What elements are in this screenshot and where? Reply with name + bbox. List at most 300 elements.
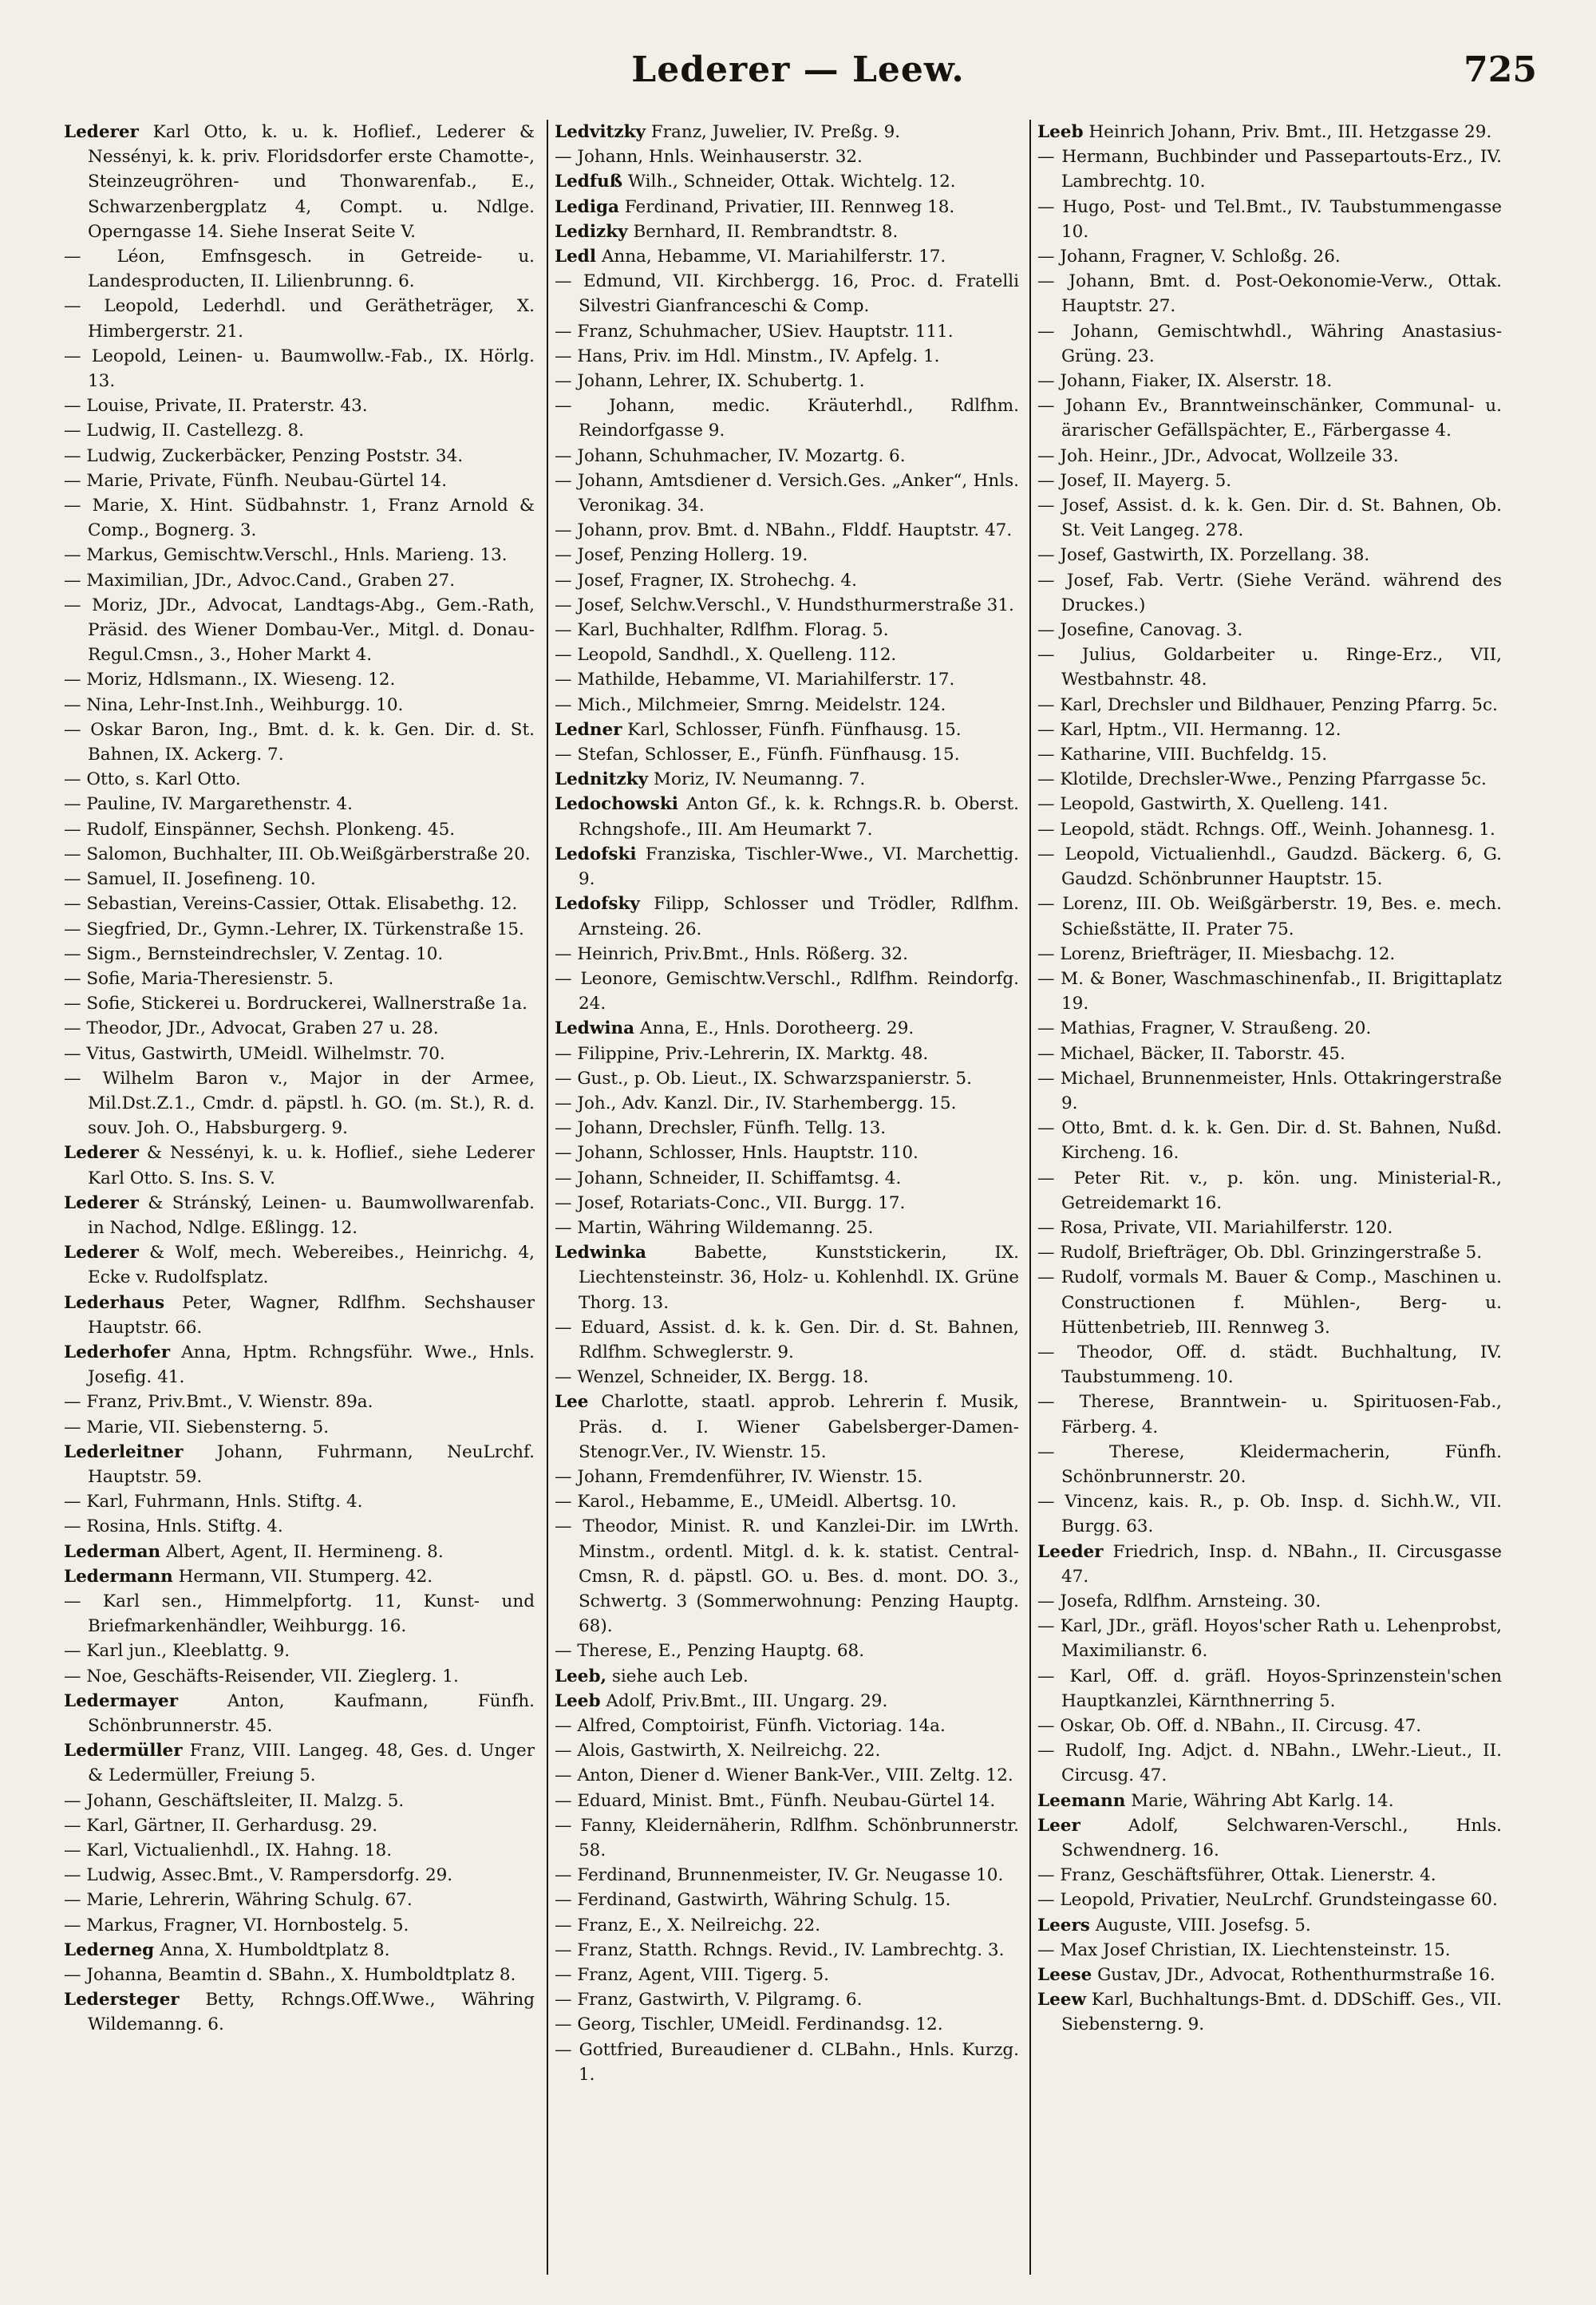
directory-entry (64, 1963, 535, 1987)
entry-text: — Wenzel, Schneider, IX. Bergg. 18. (555, 1367, 869, 1388)
directory-entry (555, 1913, 1019, 1938)
directory-entry (1037, 892, 1502, 941)
directory-entry (64, 1738, 535, 1788)
entry-text: — Karl sen., Himmelpfortg. 11, Kunst- und Briefmarkenhändler, Weihburgg. 16. (64, 1591, 535, 1637)
entry-text: — Rudolf, Einspänner, Sechsh. Plonkeng. 45. (64, 819, 456, 840)
directory-entry (64, 1016, 535, 1041)
directory-entry (1037, 618, 1502, 642)
entry-text: Anton Gf., k. k. Rchngs.R. b. Oberst. Rchngshofe., III. Am Heumarkt 7. (579, 794, 1019, 840)
entry-text: — Johann, Fragner, V. Schloßg. 26. (1037, 247, 1341, 267)
directory-entry (555, 1240, 1019, 1315)
entry-text: Auguste, VIII. Josefsg. 5. (1089, 1915, 1311, 1935)
entry-surname: Lediga (555, 196, 619, 217)
entry-text: — Leopold, Sandhdl., X. Quelleng. 112. (555, 645, 897, 666)
directory-entry (64, 1415, 535, 1440)
directory-entry (555, 892, 1019, 941)
entry-text: Karl, Schlosser, Fünfh. Fünfhausg. 15. (622, 719, 962, 740)
entry-text: — Mathias, Fragner, V. Straußeng. 20. (1037, 1018, 1372, 1039)
directory-entry (64, 667, 535, 692)
directory-entry (64, 543, 535, 567)
entry-surname: Leew (1037, 1990, 1086, 2010)
directory-entry (555, 1166, 1019, 1191)
directory-entry (555, 120, 1019, 144)
directory-entry (555, 1465, 1019, 1489)
entry-text: — Joh. Heinr., JDr., Advocat, Wollzeile 33. (1037, 445, 1399, 466)
entry-surname: Ledermüller (64, 1741, 183, 1761)
entry-text: — Lorenz, Briefträger, II. Miesbachg. 12. (1037, 943, 1396, 964)
entry-text: — Josefine, Canovag. 3. (1037, 620, 1243, 641)
entry-surname: Lee (555, 1392, 589, 1413)
entry-text: — Josef, Selchw.Verschl., V. Hundsthurmerstraße 31. (555, 595, 1014, 615)
directory-entry (64, 120, 535, 244)
entry-text: & Nessényi, k. u. k. Hoflief., siehe Lederer Karl Otto. S. Ins. S. V. (88, 1143, 535, 1188)
directory-entry (555, 1141, 1019, 1165)
directory-entry (555, 642, 1019, 667)
column-right (1029, 120, 1502, 2275)
entry-text: — Rudolf, Ing. Adjct. d. NBahn., LWehr.-Lieut., II. Circusg. 47. (1037, 1741, 1502, 1786)
entry-text: — Leopold, Victualienhdl., Gaudzd. Bäckerg. 6, G. Gaudzd. Schönbrunner Hauptstr. 15. (1037, 844, 1502, 890)
directory-entry (1037, 767, 1502, 792)
entry-text: — Siegfried, Dr., Gymn.-Lehrer, IX. Türkenstraße 15. (64, 919, 524, 939)
directory-entry (1037, 493, 1502, 543)
entry-text: — Hermann, Buchbinder und Passepartouts-Erz., IV. Lambrechtg. 10. (1037, 147, 1502, 192)
directory-entry (1037, 842, 1502, 892)
entry-text: Betty, Rchngs.Off.Wwe., Währing Wildemanng. 6. (88, 1990, 535, 2035)
entry-text: Babette, Kunststickerin, IX. Liechtensteinstr. 36, Holz- u. Kohlenhdl. IX. Grüne Thorg. 13. (579, 1243, 1019, 1313)
entry-surname: Leeb, (555, 1666, 606, 1686)
entry-surname: Lederneg (64, 1939, 155, 1960)
directory-entry (64, 967, 535, 991)
entry-text: — Sofie, Maria-Theresienstr. 5. (64, 968, 334, 989)
directory-entry (64, 1589, 535, 1639)
entry-text: — Josef, Gastwirth, IX. Porzellang. 38. (1037, 545, 1370, 566)
directory-entry (555, 1116, 1019, 1141)
directory-entry (64, 1291, 535, 1340)
directory-entry (64, 1340, 535, 1390)
entry-text: — Marie, VII. Siebensterng. 5. (64, 1417, 330, 1437)
entry-text: — Rudolf, vormals M. Bauer & Comp., Maschinen u. Constructionen f. Mühlen-, Berg- u. Hüttenbetrieb, III. Rennweg 3. (1037, 1267, 1502, 1338)
directory-entry (1037, 444, 1502, 469)
directory-entry (64, 1141, 535, 1190)
directory-entry (555, 169, 1019, 194)
directory-entry (64, 917, 535, 942)
entry-text: — Johann, Schlosser, Hnls. Hauptstr. 110. (555, 1143, 918, 1164)
directory-entry (64, 1240, 535, 1290)
directory-entry (555, 618, 1019, 642)
directory-entry (1037, 792, 1502, 816)
entry-text: — Johann, Fiaker, IX. Alserstr. 18. (1037, 371, 1333, 392)
entry-text: — Hans, Priv. im Hdl. Minstm., IV. Apfelg. 1. (555, 346, 940, 366)
entry-text: — Ludwig, Zuckerbäcker, Penzing Poststr. 34. (64, 445, 464, 466)
entry-text: Adolf, Priv.Bmt., III. Ungarg. 29. (600, 1690, 888, 1711)
entry-text: Peter, Wagner, Rdlfhm. Sechshauser Hauptstr. 66. (88, 1292, 535, 1338)
entry-text: — Johann, prov. Bmt. d. NBahn., Flddf. Hauptstr. 47. (555, 520, 1013, 541)
directory-entry (555, 792, 1019, 841)
directory-entry (555, 1216, 1019, 1240)
entry-text: — Josef, Rotariats-Conc., VII. Burgg. 17. (555, 1192, 906, 1213)
directory-entry (64, 1838, 535, 1863)
entry-surname: Lederer (64, 1243, 139, 1263)
entry-surname: Ledofsky (555, 894, 640, 915)
entry-surname: Lederhaus (64, 1292, 165, 1313)
entry-text: — Therese, E., Penzing Hauptg. 68. (555, 1641, 865, 1662)
directory-entry (555, 2038, 1019, 2087)
entry-text: — Salomon, Buchhalter, III. Ob.Weißgärberstraße 20. (64, 844, 531, 864)
entry-text: — Johann, Hnls. Weinhauserstr. 32. (555, 147, 863, 168)
directory-entry (64, 693, 535, 718)
directory-entry (555, 1639, 1019, 1663)
directory-entry (1037, 1789, 1502, 1813)
entry-text: — Alois, Gastwirth, X. Neilreichg. 22. (555, 1741, 881, 1761)
directory-entry (64, 1042, 535, 1066)
directory-entry (1037, 1116, 1502, 1165)
directory-entry (1037, 1938, 1502, 1963)
directory-entry (64, 792, 535, 816)
entry-text: — Rosa, Private, VII. Mariahilferstr. 120. (1037, 1217, 1393, 1238)
directory-entry (64, 1489, 535, 1514)
directory-entry (64, 1191, 535, 1240)
entry-surname: Ledersteger (64, 1990, 180, 2010)
directory-entry (1037, 568, 1502, 618)
entry-text: Karl Otto, k. u. k. Hoflief., Lederer & Nessényi, k. k. priv. Floridsdorfer erste Chamotte-, Steinzeugröhren- und Thonwarenfab., E., Schwarzenbergplatz 4, Compt. u. Ndlge. Operngasse 14. Siehe Inserat Seite V. (88, 122, 535, 242)
entry-text: — Johann, Bmt. d. Post-Oekonomie-Verw., Ottak. Hauptstr. 27. (1037, 271, 1502, 317)
entry-text: — Marie, Private, Fünfh. Neubau-Gürtel 14. (64, 470, 448, 491)
entry-text: — Mathilde, Hebamme, VI. Mariahilferstr. 17. (555, 670, 955, 690)
directory-entry (64, 1987, 535, 2037)
entry-text: — Edmund, VII. Kirchbergg. 16, Proc. d. Fratelli Silvestri Gianfranceschi & Comp. (555, 271, 1019, 317)
entry-text: — Martin, Währing Wildemanng. 25. (555, 1217, 874, 1238)
entry-text: — Pauline, IV. Margarethenstr. 4. (64, 794, 353, 815)
directory-entry (555, 518, 1019, 543)
entry-text: & Wolf, mech. Webereibes., Heinrichg. 4, Ecke v. Rudolfsplatz. (88, 1243, 535, 1288)
entry-text: — Otto, Bmt. d. k. k. Gen. Dir. d. St. Bahnen, Nußd. Kircheng. 16. (1037, 1118, 1502, 1164)
entry-text: — Léon, Emfnsgesch. in Getreide- u. Landesproducten, II. Lilienbrunng. 6. (64, 247, 535, 292)
entry-text: — Markus, Gemischtw.Verschl., Hnls. Marieng. 13. (64, 545, 508, 566)
entry-text: — Franz, Schuhmacher, USiev. Hauptstr. 111. (555, 321, 954, 342)
entry-text: — Sigm., Bernsteindrechsler, V. Zentag. 10. (64, 943, 444, 964)
directory-entry (1037, 1664, 1502, 1714)
entry-surname: Ledvitzky (555, 122, 646, 142)
entry-text: — Leopold, Leinen- u. Baumwollw.-Fab., IX. Hörlg. 13. (64, 346, 535, 392)
directory-entry (1037, 1813, 1502, 1863)
directory-entry (555, 1066, 1019, 1091)
entry-text: — Fanny, Kleidernäherin, Rdlfhm. Schönbrunnerstr. 58. (555, 1815, 1019, 1861)
entry-text: — Noe, Geschäfts-Reisender, VII. Zieglerg. 1. (64, 1666, 459, 1686)
directory-entry (555, 1315, 1019, 1365)
directory-entry (64, 718, 535, 767)
entry-text: — Max Josef Christian, IX. Liechtensteinstr. 15. (1037, 1939, 1451, 1960)
entry-text: — Louise, Private, II. Praterstr. 43. (64, 396, 368, 417)
entry-surname: Ledl (555, 247, 596, 267)
directory-entry (555, 195, 1019, 219)
directory-entry (1037, 1440, 1502, 1489)
entry-text: — Markus, Fragner, VI. Hornbostelg. 5. (64, 1915, 409, 1935)
entry-text: — Johann, Lehrer, IX. Schubertg. 1. (555, 371, 865, 392)
running-head: Lederer — Leew. (631, 49, 965, 90)
entry-surname: Lederer (64, 122, 139, 142)
directory-entry (555, 667, 1019, 692)
directory-entry (555, 1763, 1019, 1788)
entry-text: Adolf, Selchwaren-Verschl., Hnls. Schwendnerg. 16. (1061, 1815, 1502, 1861)
directory-entry (555, 319, 1019, 344)
directory-entry (1037, 1589, 1502, 1614)
directory-entry (1037, 1166, 1502, 1216)
entry-text: Karl, Buchhaltungs-Bmt. d. DDSchiff. Ges., VII. Siebensterng. 9. (1061, 1990, 1502, 2035)
entry-surname: Lederhofer (64, 1342, 171, 1362)
directory-entry (1037, 1888, 1502, 1912)
directory-entry (555, 967, 1019, 1016)
directory-entry (1037, 1738, 1502, 1788)
directory-entry (64, 867, 535, 892)
entry-text: — Peter Rit. v., p. kön. ung. Ministerial-R., Getreidemarkt 16. (1037, 1168, 1502, 1213)
entry-surname: Ledofski (555, 844, 637, 864)
directory-entry (1037, 1863, 1502, 1888)
entry-text: — Theodor, JDr., Advocat, Graben 27 u. 28. (64, 1018, 439, 1039)
entry-text: — Josef, Fab. Vertr. (Siehe Veränd. während des Druckes.) (1037, 570, 1502, 615)
directory-entry (555, 1514, 1019, 1639)
entry-text: Anna, Hebamme, VI. Mariahilferstr. 17. (596, 247, 946, 267)
entry-text: — Rudolf, Briefträger, Ob. Dbl. Grinzingerstraße 5. (1037, 1243, 1483, 1263)
directory-entry (1037, 543, 1502, 567)
directory-entry (1037, 1540, 1502, 1589)
entry-text: — Nina, Lehr-Inst.Inh., Weihburgg. 10. (64, 694, 404, 715)
entry-text: — Moriz, JDr., Advocat, Landtags-Abg., Gem.-Rath, Präsid. des Wiener Dombau-Ver., Mitgl. d. Donau-Regul.Cmsn., 3., Hoher Markt 4. (64, 595, 535, 666)
directory-entry (1037, 718, 1502, 742)
entry-text: — Marie, Lehrerin, Währing Schulg. 67. (64, 1890, 413, 1911)
directory-entry (1037, 1265, 1502, 1340)
directory-entry (1037, 967, 1502, 1016)
entry-text: — Eduard, Assist. d. k. k. Gen. Dir. d. St. Bahnen, Rdlfhm. Schweglerstr. 9. (555, 1317, 1019, 1362)
directory-entry (64, 1689, 535, 1738)
directory-entry (64, 294, 535, 343)
entry-text: — Karol., Hebamme, E., UMeidl. Albertsg. 10. (555, 1492, 957, 1512)
directory-entry (555, 593, 1019, 618)
entry-text: — Katharine, VIII. Buchfeldg. 15. (1037, 745, 1328, 765)
entry-text: — Sofie, Stickerei u. Bordruckerei, Wallnerstraße 1a. (64, 994, 527, 1014)
entry-text: — Karl, Buchhalter, Rdlfhm. Florag. 5. (555, 620, 889, 641)
directory-entry (1037, 469, 1502, 493)
directory-entry (555, 1091, 1019, 1116)
directory-entry (64, 418, 535, 443)
entry-text: — Karl jun., Kleeblattg. 9. (64, 1641, 290, 1662)
entry-text: — Theodor, Minist. R. und Kanzlei-Dir. im LWrth. Minstm., ordentl. Mitgl. d. k. k. statist. Central-Cmsn, R. d. päpstl. GO. u. Bes. d. mont. DO. 3., Schwertg. 3 (Sommerwohnung: Penzing Hauptg. 68). (555, 1516, 1019, 1637)
directory-entry (1037, 642, 1502, 692)
entry-surname: Lednitzky (555, 769, 649, 790)
entry-text: Gustav, JDr., Advocat, Rothenthurmstraße 16. (1092, 1965, 1495, 1986)
entry-text: — Franz, Priv.Bmt., V. Wienstr. 89a. (64, 1392, 373, 1413)
entry-text: — Karl, Off. d. gräfl. Hoyos-Sprinzenstein'schen Hauptkanzlei, Kärnthnerring 5. (1037, 1666, 1502, 1711)
directory-entry (64, 1639, 535, 1663)
entry-text: Franz, VIII. Langeg. 48, Ges. d. Unger & Ledermüller, Freiung 5. (88, 1741, 535, 1786)
directory-entry (555, 1813, 1019, 1863)
directory-entry (555, 1016, 1019, 1041)
directory-entry (1037, 1390, 1502, 1439)
directory-entry (555, 543, 1019, 567)
entry-text: — Samuel, II. Josefineng. 10. (64, 869, 316, 890)
directory-entry (555, 1987, 1019, 2012)
entry-text: — Therese, Kleidermacherin, Fünfh. Schönbrunnerstr. 20. (1037, 1441, 1502, 1487)
entry-text: — Otto, s. Karl Otto. (64, 769, 241, 790)
directory-entry (64, 1888, 535, 1912)
directory-entry (64, 1564, 535, 1589)
entry-text: — Ferdinand, Brunnenmeister, IV. Gr. Neugasse 10. (555, 1865, 1004, 1886)
entry-text: — Leopold, Gastwirth, X. Quelleng. 141. (1037, 794, 1389, 815)
directory-entry (555, 444, 1019, 469)
directory-entry (555, 144, 1019, 169)
directory-entry (555, 1738, 1019, 1763)
entry-text: Moriz, IV. Neumanng. 7. (648, 769, 866, 790)
entry-text: — Anton, Diener d. Wiener Bank-Ver., VIII. Zeltg. 12. (555, 1765, 1013, 1786)
entry-text: — Leopold, städt. Rchngs. Off., Weinh. Johannesg. 1. (1037, 819, 1495, 840)
entry-text: — Ferdinand, Gastwirth, Währing Schulg. 15. (555, 1890, 951, 1911)
directory-entry (555, 767, 1019, 792)
entry-surname: Ledner (555, 719, 622, 740)
entry-columns (64, 120, 1532, 2275)
directory-entry (555, 219, 1019, 244)
entry-surname: Lederman (64, 1541, 161, 1562)
directory-entry (64, 1664, 535, 1689)
entry-text: — Oskar, Ob. Off. d. NBahn., II. Circusg. 47. (1037, 1716, 1422, 1736)
entry-text: — Moriz, Hdlsmann., IX. Wieseng. 12. (64, 670, 396, 690)
entry-text: — Stefan, Schlosser, E., Fünfh. Fünfhausg. 15. (555, 745, 960, 765)
entry-text: Bernhard, II. Rembrandtstr. 8. (627, 221, 899, 242)
entry-text: — Franz, Statth. Rchngs. Revid., IV. Lambrechtg. 3. (555, 1939, 1005, 1960)
entry-text: — Gottfried, Bureaudiener d. CLBahn., Hnls. Kurzg. 1. (555, 2039, 1019, 2085)
entry-text: — Michael, Bäcker, II. Taborstr. 45. (1037, 1043, 1345, 1064)
directory-entry (1037, 393, 1502, 443)
entry-text: — Lorenz, III. Ob. Weißgärberstr. 19, Bes. e. mech. Schießstätte, II. Prater 75. (1037, 894, 1502, 939)
directory-entry (555, 1863, 1019, 1888)
entry-text: — Michael, Brunnenmeister, Hnls. Ottakringerstraße 9. (1037, 1068, 1502, 1113)
entry-text: siehe auch Leb. (606, 1666, 749, 1686)
directory-entry (555, 718, 1019, 742)
directory-entry (1037, 269, 1502, 318)
directory-entry (1037, 1714, 1502, 1738)
directory-entry (64, 767, 535, 792)
directory-entry (1037, 1340, 1502, 1390)
directory-entry (1037, 144, 1502, 194)
directory-entry (1037, 1240, 1502, 1265)
directory-entry (64, 842, 535, 867)
entry-text: — Leopold, Privatier, NeuLrchf. Grundsteingasse 60. (1037, 1890, 1498, 1911)
entry-text: — Filippine, Priv.-Lehrerin, IX. Marktg. 48. (555, 1043, 929, 1064)
entry-text: Filipp, Schlosser und Trödler, Rdlfhm. Arnsteing. 26. (579, 894, 1019, 939)
entry-text: — Joh., Adv. Kanzl. Dir., IV. Starhembergg. 15. (555, 1093, 957, 1113)
entry-surname: Ledwinka (555, 1243, 646, 1263)
directory-entry (64, 1440, 535, 1489)
entry-text: — Franz, Agent, VIII. Tigerg. 5. (555, 1965, 829, 1986)
entry-surname: Ledfuß (555, 172, 623, 192)
directory-entry (1037, 742, 1502, 767)
entry-text: — Hugo, Post- und Tel.Bmt., IV. Taubstummengasse 10. (1037, 196, 1502, 242)
entry-text: — Sebastian, Vereins-Cassier, Ottak. Elisabethg. 12. (64, 894, 518, 915)
entry-text: — Johann, Drechsler, Fünfh. Tellg. 13. (555, 1118, 887, 1139)
directory-entry (555, 742, 1019, 767)
entry-text: Anton, Kaufmann, Fünfh. Schönbrunnerstr. 45. (88, 1690, 535, 1736)
entry-text: Marie, Währing Abt Karlg. 14. (1125, 1790, 1394, 1811)
directory-entry (1037, 369, 1502, 393)
entry-text: — Leonore, Gemischtw.Verschl., Rdlfhm. Reindorfg. 24. (555, 968, 1019, 1014)
directory-entry (555, 393, 1019, 443)
directory-entry (64, 244, 535, 294)
entry-text: Anna, Hptm. Rchngsführ. Wwe., Hnls. Josefig. 41. (88, 1342, 535, 1388)
page-header (48, 49, 1548, 105)
directory-entry (555, 1365, 1019, 1390)
entry-text: — Wilhelm Baron v., Major in der Armee, Mil.Dst.Z.1., Cmdr. d. päpstl. h. GO. (m. St.), R. d. souv. Joh. O., Habsburgerg. 9. (64, 1068, 535, 1139)
directory-entry (555, 369, 1019, 393)
entry-text: — Ludwig, Assec.Bmt., V. Rampersdorfg. 29. (64, 1865, 453, 1886)
directory-entry (64, 469, 535, 493)
entry-text: Ferdinand, Privatier, III. Rennweg 18. (618, 196, 955, 217)
entry-text: Anna, E., Hnls. Dorotheerg. 29. (634, 1018, 915, 1039)
directory-entry (1037, 1016, 1502, 1041)
directory-entry (555, 568, 1019, 593)
entry-text: — Karl, Fuhrmann, Hnls. Stiftg. 4. (64, 1492, 363, 1512)
entry-text: — Karl, Victualienhdl., IX. Hahng. 18. (64, 1840, 393, 1861)
entry-surname: Lederleitner (64, 1441, 184, 1462)
entry-text: — Alfred, Comptoirist, Fünfh. Victoriag. 14a. (555, 1716, 946, 1736)
entry-text: — Eduard, Minist. Bmt., Fünfh. Neubau-Gürtel 14. (555, 1790, 996, 1811)
page-number: 725 (1464, 49, 1537, 90)
directory-entry (555, 1489, 1019, 1514)
entry-text: — Rosina, Hnls. Stiftg. 4. (64, 1516, 283, 1537)
directory-entry (64, 1540, 535, 1564)
entry-text: — Karl, Drechsler und Bildhauer, Penzing Pfarrg. 5c. (1037, 694, 1498, 715)
entry-text: — Johann, medic. Kräuterhdl., Rdlfhm. Reindorfgasse 9. (555, 396, 1019, 441)
directory-entry (555, 2012, 1019, 2037)
entry-text: Friedrich, Insp. d. NBahn., II. Circusgasse 47. (1061, 1541, 1502, 1587)
entry-surname: Leeder (1037, 1541, 1104, 1562)
entry-text: — Josef, Fragner, IX. Strohechg. 4. (555, 570, 857, 591)
entry-text: — Mich., Milchmeier, Smrng. Meidelstr. 124. (555, 694, 946, 715)
directory-entry (64, 393, 535, 418)
directory-entry (64, 1514, 535, 1539)
directory-entry (1037, 195, 1502, 244)
entry-text: — Karl, Hptm., VII. Hermanng. 12. (1037, 719, 1341, 740)
entry-surname: Ledwina (555, 1018, 635, 1039)
directory-entry (64, 1938, 535, 1963)
entry-surname: Ledermann (64, 1566, 173, 1587)
directory-entry (64, 1813, 535, 1838)
directory-entry (64, 892, 535, 916)
entry-surname: Leeb (1037, 122, 1084, 142)
entry-text: Johann, Fuhrmann, NeuLrchf. Hauptstr. 59. (88, 1441, 535, 1487)
directory-entry (555, 1714, 1019, 1738)
entry-text: — Johann, Schneider, II. Schiffamtsg. 4. (555, 1168, 902, 1188)
directory-entry (64, 593, 535, 668)
entry-surname: Leese (1037, 1965, 1092, 1986)
directory-entry (555, 469, 1019, 518)
column-middle (547, 120, 1019, 2275)
entry-text: — Vincenz, kais. R., p. Ob. Insp. d. Sichh.W., VII. Burgg. 63. (1037, 1492, 1502, 1537)
directory-entry (555, 1789, 1019, 1813)
entry-text: — Klotilde, Drechsler-Wwe., Penzing Pfarrgasse 5c. (1037, 769, 1487, 790)
directory-entry (64, 991, 535, 1016)
entry-text: — Josef, Penzing Hollerg. 19. (555, 545, 808, 566)
column-left (64, 120, 535, 2275)
directory-entry (555, 1664, 1019, 1689)
directory-entry (555, 1938, 1019, 1963)
directory-entry (64, 568, 535, 593)
directory-entry (1037, 693, 1502, 718)
entry-text: — Johann, Gemischtwhdl., Währing Anastasius-Grüng. 23. (1037, 321, 1502, 366)
directory-entry (64, 493, 535, 543)
directory-entry (64, 1789, 535, 1813)
directory-entry (555, 693, 1019, 718)
entry-text: — Heinrich, Priv.Bmt., Hnls. Rößerg. 32. (555, 943, 908, 964)
directory-entry (555, 344, 1019, 369)
directory-entry (555, 1689, 1019, 1714)
